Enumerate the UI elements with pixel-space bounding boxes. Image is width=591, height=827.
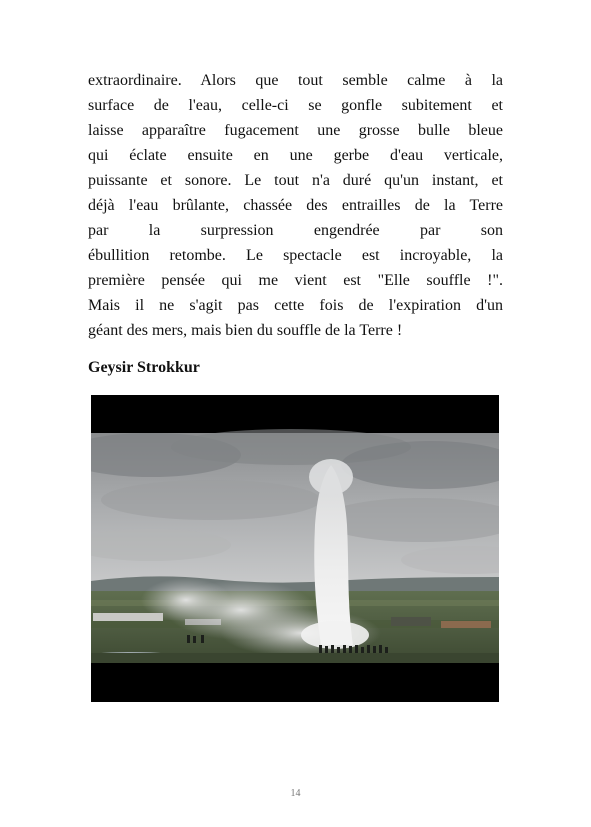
text-line: qui éclate ensuite en une gerbe d'eau verticale,: [88, 147, 503, 164]
text-line: première pensée qui me vient est "Elle souffle !".: [88, 272, 503, 289]
text-line: déjà l'eau brûlante, chassée des entrailles de la Terre: [88, 197, 503, 214]
text-line: extraordinaire. Alors que tout semble calme à la: [88, 72, 503, 89]
text-line: géant des mers, mais bien du souffle de la Terre !: [88, 322, 403, 339]
geyser-photo: [91, 395, 499, 702]
text-line: ébullition retombe. Le spectacle est incroyable, la: [88, 247, 503, 264]
text-line: par la surpression engendrée par son: [88, 222, 503, 239]
text-line: laisse apparaître fugacement une grosse bulle bleue: [88, 122, 503, 139]
body-paragraph: [88, 68, 503, 343]
text-line: puissante et sonore. Le tout n'a duré qu'un instant, et: [88, 172, 503, 189]
page-number: 14: [290, 788, 301, 799]
text-line: Mais il ne s'agit pas cette fois de l'expiration d'un: [88, 297, 503, 314]
section-heading: Geysir Strokkur: [88, 359, 200, 376]
text-line: surface de l'eau, celle-ci se gonfle subitement et: [88, 97, 503, 114]
